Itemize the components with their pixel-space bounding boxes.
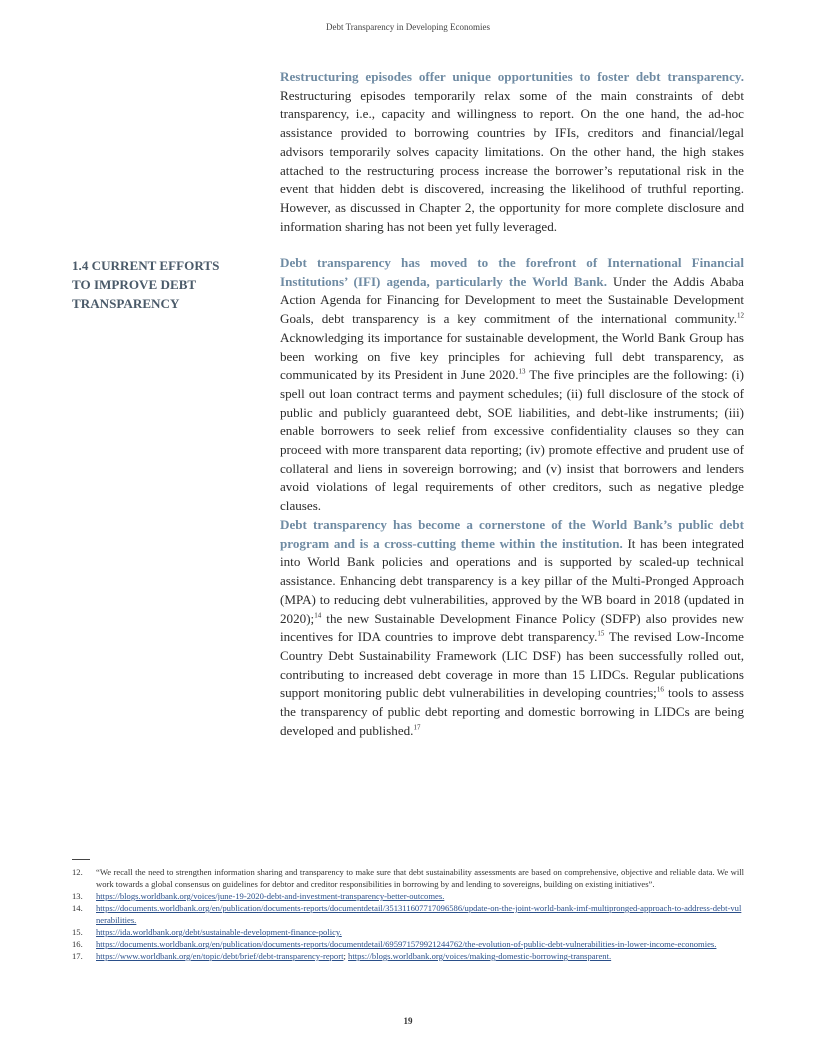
paragraph-lead: Debt transparency has moved to the forefront of International Financial Institutions’ (IFI) agenda, particularly the World Bank. bbox=[280, 255, 744, 289]
footnote-13 bbox=[72, 890, 744, 902]
paragraph-body: the new Sustainable Development Finance Policy (SDFP) also provides new incentives for IDA countries to improve debt transparency. bbox=[280, 610, 744, 645]
section-heading-line: 1.4 CURRENT EFFORTS bbox=[72, 258, 220, 273]
running-header: Debt Transparency in Developing Economies bbox=[326, 22, 490, 32]
paragraph-body: Acknowledging its importance for sustainable development, the World Bank Group has been working on five key principles for achieving full debt transparency, as communicated by its President in June 2020. bbox=[280, 329, 744, 383]
paragraph-body: Restructuring episodes temporarily relax some of the main constraints of debt transparency, i.e., capacity and willingness to report. On the one hand, the ad-hoc assistance provided to borrowing countries by IFIs, creditors and financial/legal advisors temporarily solves capacity limitations. On the other hand, the high stakes attached to the restructuring process increase the borrower’s reputational risk in the event that hidden debt is discovered, increasing the likelihood of truthful reporting. However, as discussed in Chapter 2, the opportunity for more complete disclosure and information sharing has not been yet fully leveraged. bbox=[280, 87, 744, 234]
footnote-divider bbox=[72, 859, 90, 860]
footnote-number: 13. bbox=[72, 891, 83, 901]
footnote-16 bbox=[72, 938, 744, 950]
footnote-ref[interactable]: 12 bbox=[737, 311, 744, 320]
paragraph-body: The five principles are the following: (i) spell out loan contract terms and payment schedules; (ii) full disclosure of the stock of public and publicly guaranteed debt, SOE liabilities, and debt-like instruments; (iii) enable borrowers to seek relief from excessive confidentiality clauses so they can proceed with more transparent data reporting; (iv) promote effective and prudent use of collateral and liens in sovereign borrowing; and (v) insist that borrowers and lenders avoid violations of legal requirements of other creditors, such as negative pledge clauses. bbox=[280, 367, 745, 514]
footnote-link[interactable]: https://blogs.worldbank.org/voices/making-domestic-borrowing-transparent. bbox=[348, 951, 612, 961]
paragraph-lead: Restructuring episodes offer unique opportunities to foster debt transparency. bbox=[280, 69, 744, 84]
footnote-number: 16. bbox=[72, 939, 83, 949]
footnote-number: 14. bbox=[72, 903, 83, 913]
footnote-ref[interactable]: 13 bbox=[518, 367, 526, 376]
footnote-ref[interactable]: 14 bbox=[314, 611, 322, 620]
footnote-ref[interactable]: 17 bbox=[413, 723, 421, 732]
footnote-12 bbox=[72, 866, 744, 890]
footnote-link[interactable]: https://documents.worldbank.org/en/publication/documents-reports/documentdetail/351311607717096586/update-on-the-joint-world-bank-imf-multipronged-approach-to-address-debt-vulnerabilities. bbox=[96, 903, 742, 925]
footnote-14 bbox=[72, 902, 744, 926]
footnote-link[interactable]: https://ida.worldbank.org/debt/sustainable-development-finance-policy. bbox=[96, 927, 342, 937]
footnote-ref[interactable]: 16 bbox=[656, 685, 664, 694]
footnote-link[interactable]: https://documents.worldbank.org/en/publication/documents-reports/documentdetail/695971579921244762/the-evolution-of-public-debt-vulnerabilities-in-lower-income-economies. bbox=[96, 939, 717, 949]
section-heading bbox=[72, 256, 262, 313]
footnote-15 bbox=[72, 926, 744, 938]
footnote-number: 17. bbox=[72, 951, 83, 961]
paragraph-cornerstone bbox=[280, 516, 744, 740]
paragraph-body: tools to assess the transparency of public debt reporting and domestic borrowing in LIDCs are being developed and published. bbox=[280, 685, 744, 738]
footnote-link[interactable]: https://www.worldbank.org/en/topic/debt/brief/debt-transparency-report bbox=[96, 951, 344, 961]
footnote-text: “We recall the need to strengthen information sharing and transparency to make sure that debt sustainability assessments are based on comprehensive, objective and reliable data. We will work towards a global consensus on guidelines for debtor and creditor responsibilities in borrowing by and lending to sovereigns, building on existing initiatives”. bbox=[96, 867, 744, 889]
footnote-17 bbox=[72, 950, 744, 962]
footnote-number: 12. bbox=[72, 867, 83, 877]
paragraph-body: The revised Low-Income Country Debt Sustainability Framework (LIC DSF) has been successfully rolled out, contributing to increased debt coverage in more than 15 LIDCs. Regular publications support monitoring public debt vulnerabilities in developing countries; bbox=[280, 629, 744, 701]
footnote-link[interactable]: https://blogs.worldbank.org/voices/june-19-2020-debt-and-investment-transparency-better-outcomes. bbox=[96, 891, 445, 901]
paragraph-body: Under the Addis Ababa Action Agenda for Financing for Development to meet the Sustainable Development Goals, debt transparency is a key commitment of the international community. bbox=[280, 273, 744, 327]
section-heading-line: TO IMPROVE DEBT bbox=[72, 277, 197, 292]
paragraph-body: It has been integrated into World Bank policies and operations and is supported by scaled-up technical assistance. Enhancing debt transparency is a key pillar of the Multi-Pronged Approach (MPA) to reducing debt vulnerabilities, approved by the WB board in 2018 (updated in 2020); bbox=[280, 535, 744, 626]
footnote-separator: ; bbox=[343, 951, 349, 961]
paragraph-ifi-agenda bbox=[280, 254, 744, 516]
footnote-ref[interactable]: 15 bbox=[597, 629, 605, 638]
footnotes bbox=[72, 866, 744, 962]
page-number: 19 bbox=[403, 1016, 413, 1026]
footnote-number: 15. bbox=[72, 927, 83, 937]
paragraph-restructuring bbox=[280, 68, 744, 236]
paragraph-lead: Debt transparency has become a cornerstone of the World Bank’s public debt program and is a cross-cutting theme within the institution. bbox=[280, 517, 744, 551]
section-heading-line: TRANSPARENCY bbox=[72, 296, 180, 311]
